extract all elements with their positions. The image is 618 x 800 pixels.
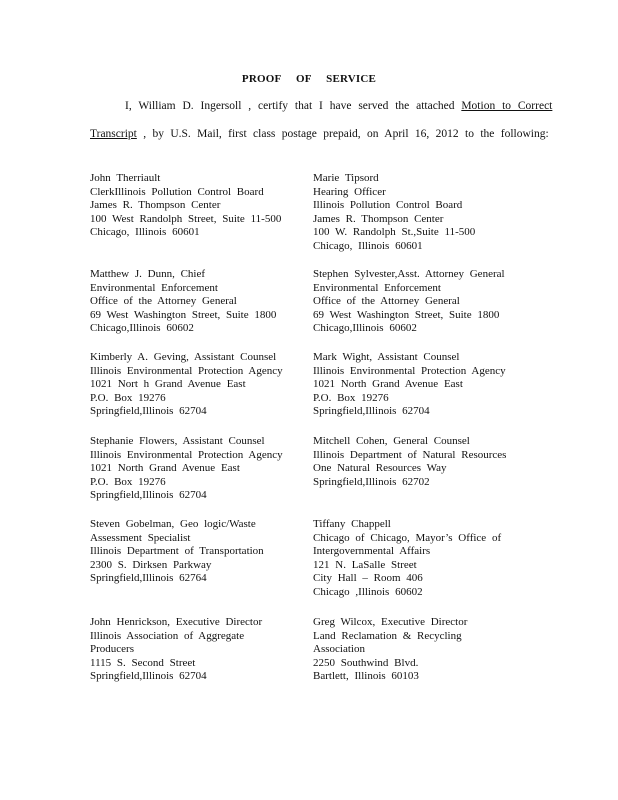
address-line: 1115 S. Second Street [90,656,196,669]
recipient-name: Kimberly A. Geving, Assistant Counsel [90,351,277,363]
address-line: City Hall – Room 406 [313,572,423,585]
recipient-name: Steven Gobelman, Geo logic/Waste [90,518,256,530]
address-line: 100 West Randolph Street, Suite 11-500 [90,212,282,225]
address-line: 1021 North Grand Avenue East [90,462,240,475]
recipient-address [313,435,506,489]
address-line: Illinois Environmental Protection Agency [90,364,283,377]
address-line: Chicago,Illinois 60602 [90,322,194,335]
address-line: Chicago of Chicago, Mayor’s Office of [313,531,502,544]
recipient-address [90,435,283,503]
address-line: P.O. Box 19276 [90,475,166,488]
address-line: Springfield,Illinois 62702 [313,475,430,488]
recipient-address [313,518,501,600]
address-line: Illinois Department of Natural Resources [313,448,507,461]
address-line: ClerkIllinois Pollution Control Board [90,185,264,198]
address-line: Hearing Officer [313,185,386,198]
address-line: Springfield,Illinois 62704 [90,489,207,502]
address-line: 69 West Washington Street, Suite 1800 [90,308,277,321]
recipient-address [90,172,281,240]
recipient-name: Greg Wilcox, Executive Director [313,616,468,628]
recipient-address [313,616,467,684]
address-line: Assessment Specialist [90,531,191,544]
address-line: Office of the Attorney General [90,295,237,308]
page-title: PROOF OF SERVICE [241,73,377,85]
recipient-address [90,616,262,684]
address-line: 1021 North Grand Avenue East [313,378,463,391]
address-line: Producers [90,643,134,656]
address-line: Chicago ,Illinois 60602 [313,585,423,598]
recipient-name: John Therriault [90,172,161,184]
address-line: James R. Thompson Center [313,212,444,225]
address-line: 2250 Southwind Blvd. [313,656,419,669]
address-line: Bartlett, Illinois 60103 [313,670,419,683]
address-line: Environmental Enforcement [90,281,218,294]
document-title-part2: Transcript [90,128,137,140]
recipient-name: Tiffany Chappell [313,518,391,530]
address-line: 121 N. LaSalle Street [313,558,417,571]
recipient-address [90,518,264,586]
recipient-name: Marie Tipsord [313,172,379,184]
recipient-address [90,268,276,336]
document-title-part1: Motion to Correct [461,100,553,112]
address-line: Springfield,Illinois 62704 [90,405,207,418]
address-line: P.O. Box 19276 [90,391,166,404]
address-line: 1021 Nort h Grand Avenue East [90,378,246,391]
recipient-name: Mitchell Cohen, General Counsel [313,435,470,447]
address-line: One Natural Resources Way [313,462,447,475]
address-line: Illinois Association of Aggregate [90,629,245,642]
certification-line [125,100,552,112]
address-line: James R. Thompson Center [90,199,221,212]
address-line: 100 W. Randolph St.,Suite 11-500 [313,226,476,239]
address-line: Illinois Environmental Protection Agency [313,364,506,377]
address-line: Land Reclamation & Recycling [313,629,462,642]
address-line: Springfield,Illinois 62704 [313,405,430,418]
recipient-name: Matthew J. Dunn, Chief [90,268,206,280]
address-line: Environmental Enforcement [313,281,441,294]
recipient-address [313,351,506,419]
recipient-address [90,351,283,419]
address-line: 2300 S. Dirksen Parkway [90,558,212,571]
recipient-name: Stephen Sylvester,Asst. Attorney General [313,268,505,280]
certification-text: I, William D. Ingersoll , certify that I have served the attached [125,100,462,112]
address-line: Springfield,Illinois 62704 [90,670,207,683]
recipient-name: Mark Wight, Assistant Counsel [313,351,460,363]
service-method-text: , by U.S. Mail, first class postage prepaid, on April 16, 2012 to the following: [136,128,549,140]
recipient-name: John Henrickson, Executive Director [90,616,263,628]
recipient-address [313,172,475,254]
address-line: Association [313,643,365,656]
address-line: Illinois Environmental Protection Agency [90,448,283,461]
recipient-name: Stephanie Flowers, Assistant Counsel [90,435,265,447]
address-line: Office of the Attorney General [313,295,460,308]
service-method-line [90,128,549,140]
address-line: Chicago,Illinois 60602 [313,322,417,335]
address-line: Springfield,Illinois 62764 [90,572,207,585]
recipient-address [313,268,505,336]
address-line: 69 West Washington Street, Suite 1800 [313,308,500,321]
address-line: Illinois Department of Transportation [90,545,264,558]
address-line: Chicago, Illinois 60601 [90,226,200,239]
address-line: Illinois Pollution Control Board [313,199,463,212]
address-line: Chicago, Illinois 60601 [313,239,423,252]
address-line: P.O. Box 19276 [313,391,389,404]
address-line: Intergovernmental Affairs [313,545,431,558]
